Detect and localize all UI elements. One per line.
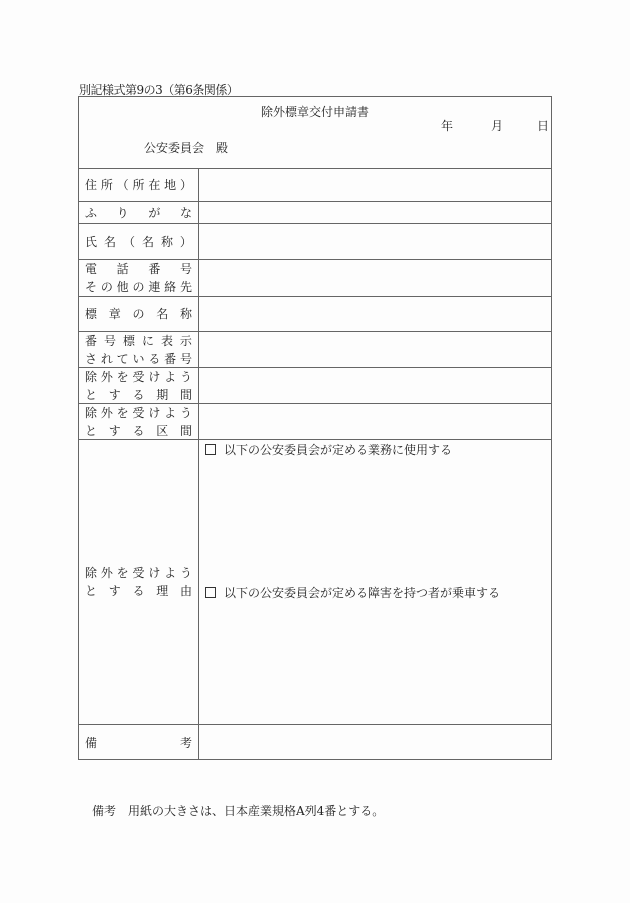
- row-label: [79, 224, 199, 259]
- row-value-field[interactable]: [199, 725, 551, 760]
- label-line: 備 考: [85, 735, 192, 750]
- form-row-section: [79, 404, 551, 440]
- label-line: 電 話 番 号: [85, 262, 192, 276]
- row-value-field[interactable]: [199, 202, 551, 223]
- row-value-field[interactable]: [199, 404, 551, 439]
- label-line: 番 号 標 に 表 示: [85, 333, 192, 348]
- form-row-phone: [79, 260, 551, 297]
- addressee: 公安委員会 殿: [144, 141, 229, 155]
- row-label: [79, 368, 199, 403]
- row-label: [79, 440, 199, 724]
- label-line: と す る 理 由: [85, 584, 192, 598]
- label-line: と す る 区 間: [85, 423, 192, 438]
- form-title: 除外標章交付申請書: [260, 105, 369, 119]
- checkbox-icon[interactable]: [205, 587, 216, 598]
- row-value-field[interactable]: [199, 260, 551, 296]
- date-year[interactable]: 年: [441, 119, 454, 133]
- label-line: 標 章 の 名 称: [85, 307, 192, 321]
- label-line: そ の 他 の 連 絡 先: [85, 280, 192, 294]
- form-row-furigana: [79, 202, 551, 224]
- label-line: 除 外 を 受 け よ う: [85, 566, 192, 580]
- form-header: [79, 97, 551, 169]
- form-row-plate-number: [79, 332, 551, 368]
- label-line: 氏 名 （ 名 称 ）: [85, 234, 192, 249]
- row-label: [79, 297, 199, 331]
- form-row-remarks: [79, 725, 551, 760]
- form-reference: 別記様式第9の3（第6条関係）: [79, 83, 239, 97]
- row-value-field[interactable]: [199, 368, 551, 403]
- label-line: 除 外 を 受 け よ う: [85, 405, 192, 420]
- row-value-field[interactable]: [199, 224, 551, 259]
- row-label: [79, 404, 199, 439]
- application-form-table: [78, 96, 552, 760]
- form-row-reason: [79, 440, 551, 725]
- reason-option[interactable]: 以下の公安委員会が定める障害を持つ者が乗車する: [205, 584, 500, 601]
- form-row-name: [79, 224, 551, 260]
- label-line: 除 外 を 受 け よ う: [85, 369, 192, 384]
- row-value-field[interactable]: [199, 297, 551, 331]
- row-label: [79, 725, 199, 760]
- row-value-field[interactable]: [199, 440, 551, 724]
- form-row-address: [79, 168, 551, 202]
- date-day[interactable]: 日: [537, 119, 550, 133]
- date-month[interactable]: 月: [491, 119, 504, 133]
- row-label: [79, 168, 199, 201]
- form-row-emblem-name: [79, 297, 551, 332]
- footnote: 備考 用紙の大きさは、日本産業規格A列4番とする。: [92, 804, 385, 818]
- row-label: [79, 332, 199, 367]
- row-label: [79, 260, 199, 296]
- label-line: さ れ て い る 番 号: [85, 351, 192, 366]
- row-value-field[interactable]: [199, 168, 551, 201]
- reason-option[interactable]: 以下の公安委員会が定める業務に使用する: [205, 441, 452, 458]
- label-line: 住 所 （ 所 在 地 ）: [85, 177, 192, 192]
- row-label: [79, 202, 199, 223]
- label-line: と す る 期 間: [85, 387, 192, 402]
- checkbox-icon[interactable]: [205, 444, 216, 455]
- form-row-period: [79, 368, 551, 404]
- row-value-field[interactable]: [199, 332, 551, 367]
- label-line: ふ り が な: [85, 205, 192, 220]
